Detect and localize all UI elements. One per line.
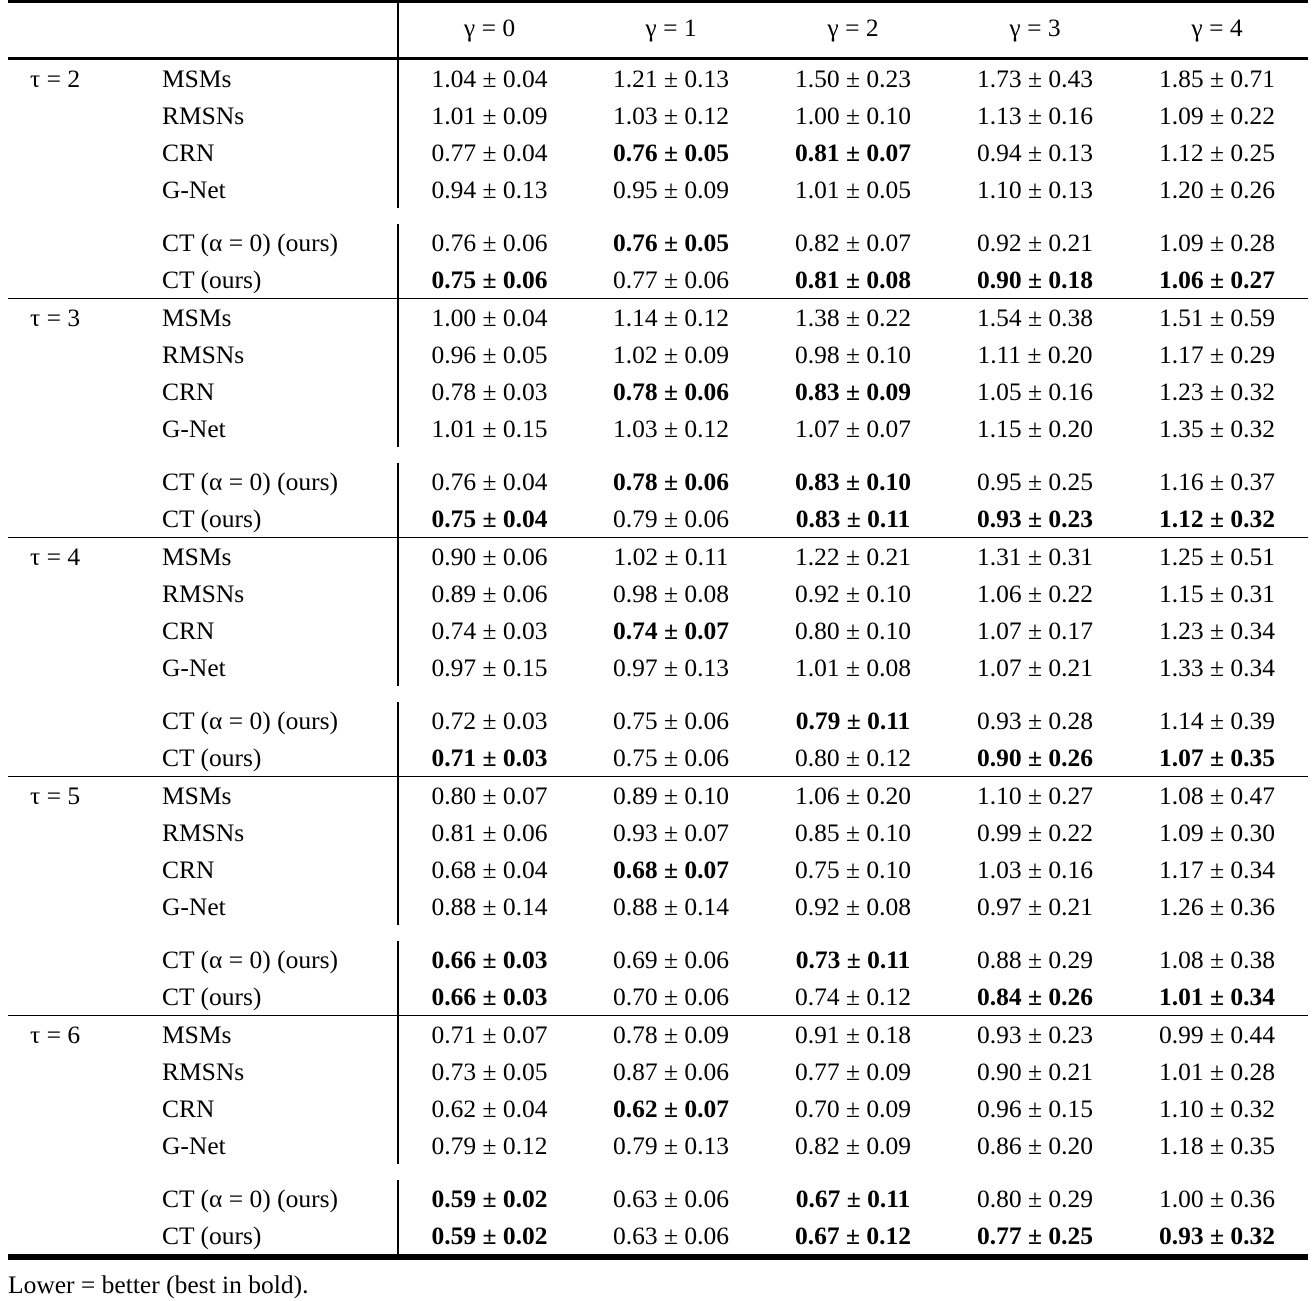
metric-cell: 0.93 ± 0.23 — [977, 504, 1093, 533]
metric-cell: 1.03 ± 0.12 — [613, 414, 729, 443]
metric-cell: 0.62 ± 0.04 — [398, 1090, 580, 1127]
metric-cell: 0.77 ± 0.04 — [398, 134, 580, 171]
metric-cell: 0.93 ± 0.23 — [977, 1020, 1093, 1049]
tau-label-cell — [8, 1217, 140, 1256]
metric-cell: 1.31 ± 0.31 — [977, 542, 1093, 571]
metric-cell: 0.76 ± 0.05 — [613, 228, 729, 257]
model-name-cell: CT (ours) — [162, 1221, 262, 1250]
metric-cell: 0.78 ± 0.06 — [613, 377, 729, 406]
group-gap — [8, 447, 1308, 463]
tau-label-cell — [8, 171, 140, 208]
metric-cell: 0.99 ± 0.44 — [1159, 1020, 1275, 1049]
tau-label-cell: τ = 3 — [30, 303, 81, 332]
metric-cell: 0.66 ± 0.03 — [398, 941, 580, 978]
footnote-text: Lower = better (best in bold). — [8, 1259, 1308, 1301]
tau-label-cell — [8, 649, 140, 686]
model-name-cell: MSMs — [162, 781, 232, 810]
metric-cell: 0.88 ± 0.14 — [613, 892, 729, 921]
footnote-row — [8, 1259, 1308, 1301]
table-row — [8, 702, 1308, 739]
metric-cell: 0.63 ± 0.06 — [613, 1184, 729, 1213]
metric-cell: 0.68 ± 0.07 — [613, 855, 729, 884]
table-row — [8, 649, 1308, 686]
tau-label-cell — [8, 739, 140, 777]
metric-cell: 1.03 ± 0.16 — [977, 855, 1093, 884]
metric-cell: 0.96 ± 0.05 — [398, 336, 580, 373]
group-gap — [8, 1164, 1308, 1180]
metric-cell: 0.93 ± 0.32 — [1159, 1221, 1275, 1250]
metric-cell: 0.76 ± 0.04 — [398, 463, 580, 500]
tau-label-cell — [8, 575, 140, 612]
metric-cell: 0.63 ± 0.06 — [613, 1221, 729, 1250]
metric-cell: 1.05 ± 0.16 — [977, 377, 1093, 406]
table-row — [8, 1016, 1308, 1053]
metric-cell: 1.08 ± 0.47 — [1159, 781, 1275, 810]
metric-cell: 1.04 ± 0.04 — [398, 60, 580, 97]
table-row — [8, 1217, 1308, 1256]
metric-cell: 0.69 ± 0.06 — [613, 945, 729, 974]
metric-cell: 1.16 ± 0.37 — [1159, 467, 1275, 496]
metric-cell: 0.98 ± 0.10 — [795, 340, 911, 369]
model-name-cell: MSMs — [162, 542, 232, 571]
metric-cell: 1.00 ± 0.04 — [398, 299, 580, 336]
metric-cell: 1.23 ± 0.32 — [1159, 377, 1275, 406]
metric-cell: 0.77 ± 0.25 — [977, 1221, 1093, 1250]
metric-cell: 1.10 ± 0.27 — [977, 781, 1093, 810]
metric-cell: 0.90 ± 0.21 — [977, 1057, 1093, 1086]
model-name-cell: CT (α = 0) (ours) — [162, 467, 338, 496]
metric-cell: 0.95 ± 0.25 — [977, 467, 1093, 496]
table-footer — [8, 1259, 1308, 1301]
metric-cell: 0.83 ± 0.10 — [795, 467, 911, 496]
header-tau-col — [8, 3, 140, 59]
metric-cell: 0.79 ± 0.12 — [398, 1127, 580, 1164]
results-table — [8, 0, 1308, 1301]
metric-cell: 0.77 ± 0.06 — [613, 265, 729, 294]
model-name-cell: CRN — [162, 138, 215, 167]
tau-label-cell — [8, 978, 140, 1016]
model-name-cell: RMSNs — [162, 1057, 245, 1086]
metric-cell: 0.68 ± 0.04 — [398, 851, 580, 888]
table-row — [8, 60, 1308, 97]
table-row — [8, 538, 1308, 575]
model-name-cell: CT (ours) — [162, 743, 262, 772]
metric-cell: 0.74 ± 0.03 — [398, 612, 580, 649]
metric-cell: 0.72 ± 0.03 — [398, 702, 580, 739]
tau-label-cell — [8, 500, 140, 538]
tau-label-cell: τ = 4 — [30, 542, 81, 571]
model-name-cell: G-Net — [162, 1131, 226, 1160]
metric-cell: 0.62 ± 0.07 — [613, 1094, 729, 1123]
header-gamma-0: γ = 0 — [398, 3, 580, 59]
metric-cell: 1.73 ± 0.43 — [977, 64, 1093, 93]
metric-cell: 0.96 ± 0.15 — [977, 1094, 1093, 1123]
metric-cell: 1.17 ± 0.34 — [1159, 855, 1275, 884]
metric-cell: 1.07 ± 0.07 — [795, 414, 911, 443]
metric-cell: 0.75 ± 0.10 — [795, 855, 911, 884]
metric-cell: 0.99 ± 0.22 — [977, 818, 1093, 847]
metric-cell: 0.74 ± 0.07 — [613, 616, 729, 645]
metric-cell: 1.38 ± 0.22 — [795, 303, 911, 332]
metric-cell: 1.25 ± 0.51 — [1159, 542, 1275, 571]
metric-cell: 1.07 ± 0.35 — [1159, 743, 1275, 772]
metric-cell: 0.59 ± 0.02 — [398, 1217, 580, 1256]
table-row — [8, 851, 1308, 888]
model-name-cell: CRN — [162, 1094, 215, 1123]
metric-cell: 0.88 ± 0.29 — [977, 945, 1093, 974]
metric-cell: 0.92 ± 0.21 — [977, 228, 1093, 257]
group-gap — [8, 686, 1308, 702]
metric-cell: 1.13 ± 0.16 — [977, 101, 1093, 130]
metric-cell: 1.01 ± 0.08 — [795, 653, 911, 682]
table-row — [8, 978, 1308, 1016]
metric-cell: 1.26 ± 0.36 — [1159, 892, 1275, 921]
tau-label-cell — [8, 336, 140, 373]
tau-label-cell — [8, 814, 140, 851]
metric-cell: 0.90 ± 0.26 — [977, 743, 1093, 772]
metric-cell: 0.75 ± 0.06 — [613, 706, 729, 735]
metric-cell: 0.89 ± 0.06 — [398, 575, 580, 612]
metric-cell: 1.51 ± 0.59 — [1159, 303, 1275, 332]
metric-cell: 0.97 ± 0.21 — [977, 892, 1093, 921]
metric-cell: 0.71 ± 0.07 — [398, 1016, 580, 1053]
metric-cell: 1.12 ± 0.32 — [1159, 504, 1275, 533]
table-row — [8, 1180, 1308, 1217]
metric-cell: 1.11 ± 0.20 — [977, 340, 1093, 369]
metric-cell: 0.71 ± 0.03 — [398, 739, 580, 777]
metric-cell: 1.12 ± 0.25 — [1159, 138, 1275, 167]
tau-label-cell: τ = 6 — [30, 1020, 81, 1049]
model-name-cell: CT (ours) — [162, 982, 262, 1011]
metric-cell: 0.70 ± 0.06 — [613, 982, 729, 1011]
metric-cell: 0.85 ± 0.10 — [795, 818, 911, 847]
table-row — [8, 888, 1308, 925]
tau-label-cell — [8, 224, 140, 261]
metric-cell: 0.83 ± 0.11 — [795, 504, 911, 533]
header-gamma-4: γ = 4 — [1191, 13, 1243, 42]
model-name-cell: CRN — [162, 855, 215, 884]
model-name-cell: CT (α = 0) (ours) — [162, 945, 338, 974]
metric-cell: 1.23 ± 0.34 — [1159, 616, 1275, 645]
table-row — [8, 739, 1308, 777]
tau-label-cell: τ = 2 — [30, 64, 81, 93]
metric-cell: 1.01 ± 0.05 — [795, 175, 911, 204]
tau-label-cell — [8, 851, 140, 888]
model-name-cell: G-Net — [162, 175, 226, 204]
model-name-cell: G-Net — [162, 414, 226, 443]
metric-cell: 1.03 ± 0.12 — [613, 101, 729, 130]
table-row — [8, 463, 1308, 500]
model-name-cell: RMSNs — [162, 101, 245, 130]
metric-cell: 0.80 ± 0.12 — [795, 743, 911, 772]
model-name-cell: CRN — [162, 377, 215, 406]
table-row — [8, 500, 1308, 538]
model-name-cell: CT (α = 0) (ours) — [162, 706, 338, 735]
metric-cell: 1.22 ± 0.21 — [795, 542, 911, 571]
table-row — [8, 97, 1308, 134]
metric-cell: 0.95 ± 0.09 — [613, 175, 729, 204]
model-name-cell: RMSNs — [162, 579, 245, 608]
model-name-cell: MSMs — [162, 303, 232, 332]
metric-cell: 0.88 ± 0.14 — [398, 888, 580, 925]
model-name-cell: MSMs — [162, 64, 232, 93]
model-name-cell: CT (α = 0) (ours) — [162, 1184, 338, 1213]
metric-cell: 0.79 ± 0.06 — [613, 504, 729, 533]
metric-cell: 0.59 ± 0.02 — [398, 1180, 580, 1217]
metric-cell: 1.14 ± 0.39 — [1159, 706, 1275, 735]
tau-label-cell — [8, 941, 140, 978]
metric-cell: 0.86 ± 0.20 — [977, 1131, 1093, 1160]
tau-label-cell — [8, 1090, 140, 1127]
metric-cell: 0.80 ± 0.29 — [977, 1184, 1093, 1213]
metric-cell: 0.92 ± 0.10 — [795, 579, 911, 608]
table-row — [8, 1090, 1308, 1127]
table-row — [8, 410, 1308, 447]
model-name-cell: CRN — [162, 616, 215, 645]
tau-label-cell — [8, 410, 140, 447]
header-model-col — [140, 3, 398, 59]
model-name-cell: RMSNs — [162, 340, 245, 369]
metric-cell: 0.78 ± 0.03 — [398, 373, 580, 410]
metric-cell: 0.94 ± 0.13 — [977, 138, 1093, 167]
metric-cell: 1.09 ± 0.22 — [1159, 101, 1275, 130]
metric-cell: 0.78 ± 0.06 — [613, 467, 729, 496]
metric-cell: 1.06 ± 0.22 — [977, 579, 1093, 608]
table-row — [8, 171, 1308, 208]
tau-label-cell — [8, 463, 140, 500]
metric-cell: 0.93 ± 0.28 — [977, 706, 1093, 735]
metric-cell: 1.20 ± 0.26 — [1159, 175, 1275, 204]
tau-label-cell — [8, 702, 140, 739]
metric-cell: 0.82 ± 0.07 — [795, 228, 911, 257]
metric-cell: 1.15 ± 0.20 — [977, 414, 1093, 443]
metric-cell: 1.00 ± 0.10 — [795, 101, 911, 130]
model-name-cell: MSMs — [162, 1020, 232, 1049]
model-name-cell: RMSNs — [162, 818, 245, 847]
tau-label-cell: τ = 5 — [30, 781, 81, 810]
metric-cell: 0.67 ± 0.11 — [795, 1184, 911, 1213]
metric-cell: 0.93 ± 0.07 — [613, 818, 729, 847]
metric-cell: 0.75 ± 0.06 — [613, 743, 729, 772]
metric-cell: 0.78 ± 0.09 — [613, 1020, 729, 1049]
model-name-cell: G-Net — [162, 892, 226, 921]
table-row — [8, 941, 1308, 978]
header-gamma-1: γ = 1 — [645, 13, 697, 42]
table-row — [8, 612, 1308, 649]
tau-label-cell — [8, 612, 140, 649]
metric-cell: 1.10 ± 0.32 — [1159, 1094, 1275, 1123]
metric-cell: 1.01 ± 0.09 — [398, 97, 580, 134]
model-name-cell: CT (ours) — [162, 265, 262, 294]
metric-cell: 0.75 ± 0.06 — [398, 261, 580, 299]
metric-cell: 0.98 ± 0.08 — [613, 579, 729, 608]
table-row — [8, 299, 1308, 336]
metric-cell: 1.50 ± 0.23 — [795, 64, 911, 93]
metric-cell: 1.17 ± 0.29 — [1159, 340, 1275, 369]
metric-cell: 0.66 ± 0.03 — [398, 978, 580, 1016]
header-gamma-2: γ = 2 — [827, 13, 879, 42]
metric-cell: 1.14 ± 0.12 — [613, 303, 729, 332]
metric-cell: 0.97 ± 0.15 — [398, 649, 580, 686]
table-row — [8, 814, 1308, 851]
metric-cell: 1.06 ± 0.27 — [1159, 265, 1275, 294]
metric-cell: 0.81 ± 0.06 — [398, 814, 580, 851]
metric-cell: 0.84 ± 0.26 — [977, 982, 1093, 1011]
table-row — [8, 336, 1308, 373]
metric-cell: 0.79 ± 0.11 — [795, 706, 911, 735]
metric-cell: 0.81 ± 0.08 — [795, 265, 911, 294]
metric-cell: 1.35 ± 0.32 — [1159, 414, 1275, 443]
metric-cell: 0.70 ± 0.09 — [795, 1094, 911, 1123]
metric-cell: 0.89 ± 0.10 — [613, 781, 729, 810]
metric-cell: 1.09 ± 0.28 — [1159, 228, 1275, 257]
tau-label-cell — [8, 1053, 140, 1090]
table-row — [8, 134, 1308, 171]
group-gap — [8, 925, 1308, 941]
metric-cell: 0.76 ± 0.05 — [613, 138, 729, 167]
metric-cell: 0.83 ± 0.09 — [795, 377, 911, 406]
table-row — [8, 1053, 1308, 1090]
metric-cell: 1.33 ± 0.34 — [1159, 653, 1275, 682]
tau-label-cell — [8, 373, 140, 410]
tau-label-cell — [8, 261, 140, 299]
metric-cell: 0.91 ± 0.18 — [795, 1020, 911, 1049]
metric-cell: 0.90 ± 0.06 — [398, 538, 580, 575]
metric-cell: 1.00 ± 0.36 — [1159, 1184, 1275, 1213]
tau-label-cell — [8, 1180, 140, 1217]
metric-cell: 0.74 ± 0.12 — [795, 982, 911, 1011]
tau-label-cell — [8, 97, 140, 134]
model-name-cell: CT (α = 0) (ours) — [162, 228, 338, 257]
metric-cell: 1.10 ± 0.13 — [977, 175, 1093, 204]
metric-cell: 1.21 ± 0.13 — [613, 64, 729, 93]
table-row — [8, 261, 1308, 299]
table-row — [8, 1127, 1308, 1164]
metric-cell: 0.80 ± 0.10 — [795, 616, 911, 645]
metric-cell: 1.02 ± 0.11 — [613, 542, 729, 571]
metric-cell: 1.02 ± 0.09 — [613, 340, 729, 369]
tau-label-cell — [8, 134, 140, 171]
table-row — [8, 373, 1308, 410]
metric-cell: 0.92 ± 0.08 — [795, 892, 911, 921]
table-row — [8, 224, 1308, 261]
tau-label-cell — [8, 1127, 140, 1164]
metric-cell: 1.01 ± 0.28 — [1159, 1057, 1275, 1086]
metric-cell: 1.07 ± 0.17 — [977, 616, 1093, 645]
metric-cell: 1.15 ± 0.31 — [1159, 579, 1275, 608]
metric-cell: 0.94 ± 0.13 — [398, 171, 580, 208]
metric-cell: 0.90 ± 0.18 — [977, 265, 1093, 294]
metric-cell: 1.01 ± 0.34 — [1159, 982, 1275, 1011]
metric-cell: 1.18 ± 0.35 — [1159, 1131, 1275, 1160]
group-gap — [8, 208, 1308, 224]
tau-label-cell — [8, 888, 140, 925]
metric-cell: 0.97 ± 0.13 — [613, 653, 729, 682]
metric-cell: 1.09 ± 0.30 — [1159, 818, 1275, 847]
header-gamma-3: γ = 3 — [1009, 13, 1061, 42]
metric-cell: 0.87 ± 0.06 — [613, 1057, 729, 1086]
metric-cell: 0.67 ± 0.12 — [795, 1221, 911, 1250]
metric-cell: 0.73 ± 0.05 — [398, 1053, 580, 1090]
metric-cell: 1.08 ± 0.38 — [1159, 945, 1275, 974]
metric-cell: 0.73 ± 0.11 — [795, 945, 911, 974]
metric-cell: 1.54 ± 0.38 — [977, 303, 1093, 332]
table-row — [8, 777, 1308, 814]
metric-cell: 1.07 ± 0.21 — [977, 653, 1093, 682]
table-row — [8, 575, 1308, 612]
table-header — [8, 2, 1308, 61]
metric-cell: 0.81 ± 0.07 — [795, 138, 911, 167]
metric-cell: 1.85 ± 0.71 — [1159, 64, 1275, 93]
metric-cell: 0.82 ± 0.09 — [795, 1131, 911, 1160]
metric-cell: 0.80 ± 0.07 — [398, 777, 580, 814]
model-name-cell: G-Net — [162, 653, 226, 682]
header-row — [8, 3, 1308, 59]
model-name-cell: CT (ours) — [162, 504, 262, 533]
metric-cell: 0.76 ± 0.06 — [398, 224, 580, 261]
metric-cell: 0.77 ± 0.09 — [795, 1057, 911, 1086]
metric-cell: 1.01 ± 0.15 — [398, 410, 580, 447]
metric-cell: 0.75 ± 0.04 — [398, 500, 580, 538]
metric-cell: 1.06 ± 0.20 — [795, 781, 911, 810]
table-body — [8, 60, 1308, 1259]
metric-cell: 0.79 ± 0.13 — [613, 1131, 729, 1160]
